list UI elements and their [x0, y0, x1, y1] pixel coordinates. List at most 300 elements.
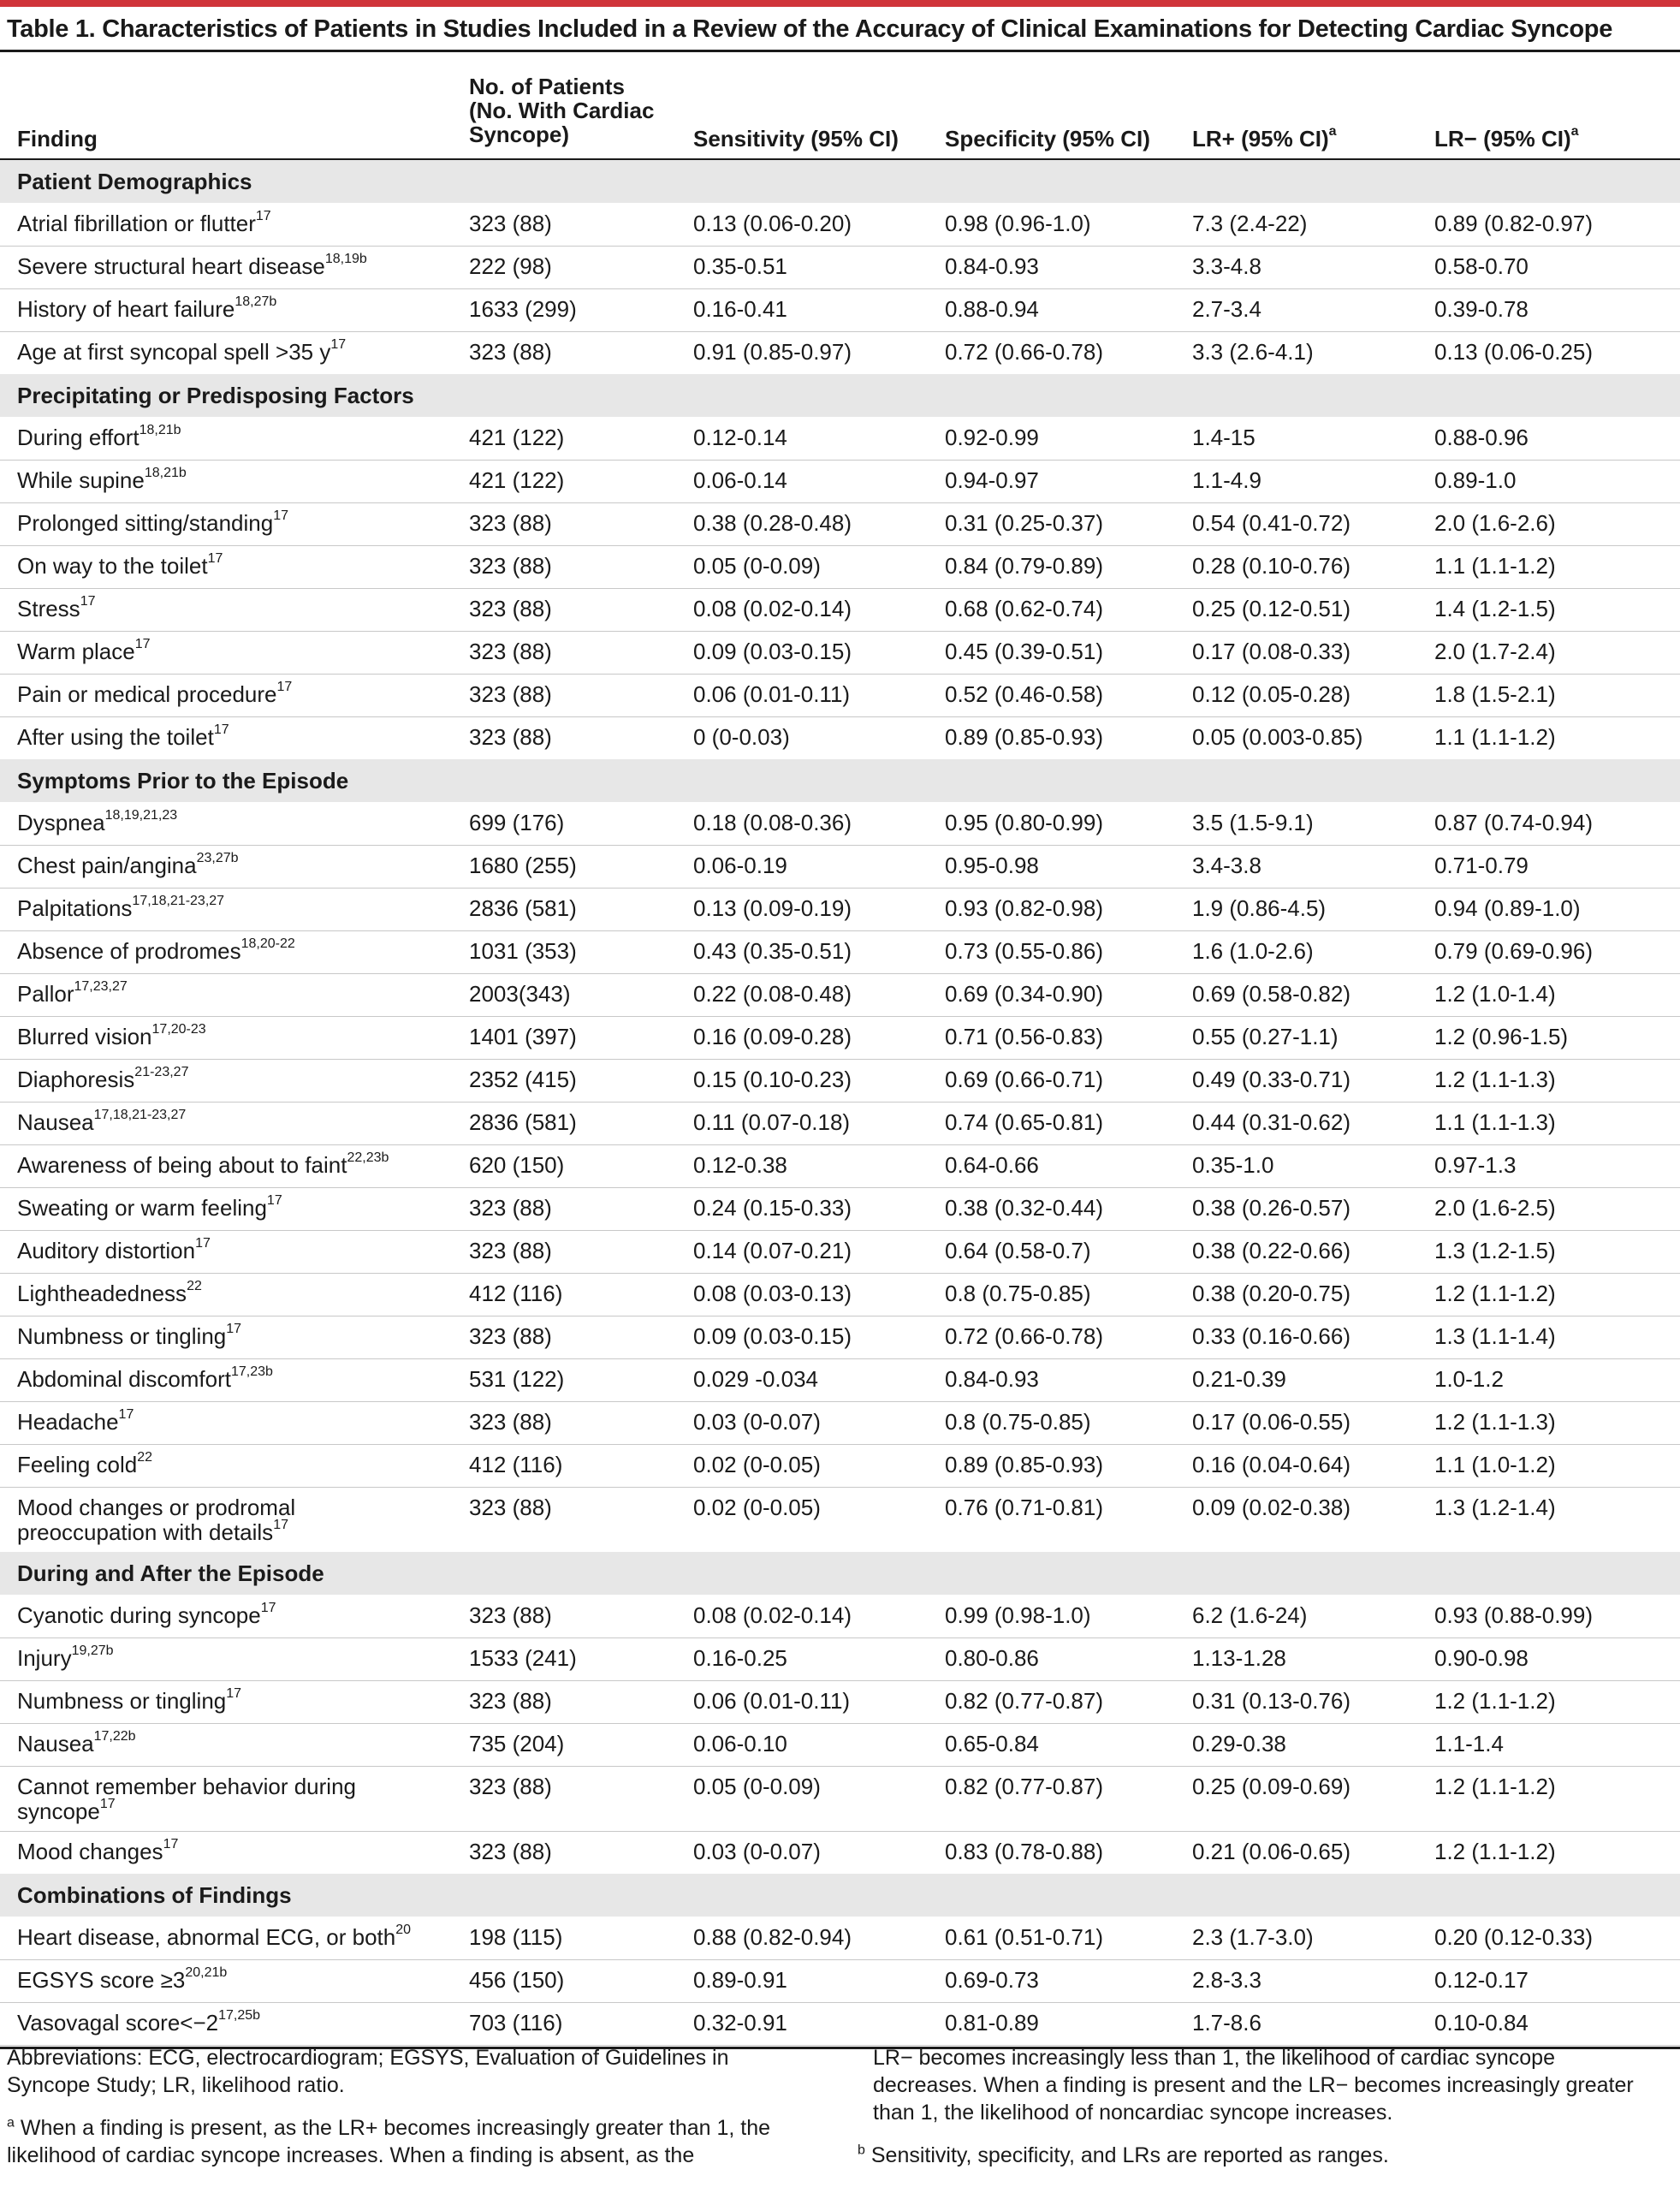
finding-text: During effort — [17, 425, 140, 450]
footnote-a — [7, 2114, 820, 2169]
finding-cell — [17, 896, 224, 921]
lr-minus-cell: 0.89-1.0 — [1434, 467, 1517, 493]
finding-text: Vasovagal score<−2 — [17, 2010, 219, 2036]
finding-cell — [17, 808, 178, 835]
finding-text: Feeling cold — [17, 1452, 138, 1477]
finding-cell — [17, 639, 151, 664]
specificity-cell: 0.31 (0.25-0.37) — [945, 510, 1104, 536]
patients-cell: 421 (122) — [469, 467, 565, 493]
finding-cell — [17, 1364, 273, 1392]
finding-text: Auditory distortion — [17, 1238, 196, 1263]
finding-text: Age at first syncopal spell >35 y — [17, 339, 331, 365]
finding-cell — [17, 1837, 179, 1864]
header-lr-plus-footnote-mark: a — [1328, 124, 1337, 140]
finding-cell — [17, 425, 181, 450]
finding-cell — [17, 2008, 261, 2036]
patients-cell: 323 (88) — [469, 510, 552, 536]
finding-cell — [17, 979, 128, 1007]
lr-plus-cell: 3.3-4.8 — [1192, 253, 1261, 279]
finding-cell — [17, 1643, 114, 1671]
footnote-b-mark: b — [858, 2143, 865, 2158]
lr-minus-cell: 1.2 (1.1-1.3) — [1434, 1409, 1556, 1435]
header-finding: Finding — [17, 126, 98, 152]
lr-plus-cell: 0.12 (0.05-0.28) — [1192, 681, 1351, 707]
patients-cell: 222 (98) — [469, 253, 552, 279]
finding-cell — [17, 1729, 136, 1756]
reference-superscript: 17 — [260, 1601, 276, 1616]
sensitivity-cell: 0.12-0.14 — [693, 425, 787, 450]
section-heading: Combinations of Findings — [17, 1882, 292, 1908]
reference-superscript: 23,27b — [196, 851, 239, 866]
finding-text: Blurred vision — [17, 1024, 152, 1049]
reference-superscript: 17 — [273, 508, 288, 524]
patients-cell: 1533 (241) — [469, 1645, 577, 1671]
specificity-cell: 0.8 (0.75-0.85) — [945, 1281, 1091, 1306]
lr-plus-cell: 0.16 (0.04-0.64) — [1192, 1452, 1351, 1477]
table-row — [0, 1444, 1680, 1488]
finding-text: Absence of prodromes — [17, 938, 241, 964]
lr-minus-cell: 0.39-0.78 — [1434, 296, 1529, 322]
patients-cell: 323 (88) — [469, 553, 552, 579]
sensitivity-cell: 0.16 (0.09-0.28) — [693, 1024, 852, 1049]
sensitivity-cell: 0.16-0.25 — [693, 1645, 787, 1671]
patients-cell: 1633 (299) — [469, 296, 577, 322]
finding-text: Numbness or tingling — [17, 1323, 227, 1349]
header-lr-plus-label: LR+ (95% CI) — [1192, 126, 1329, 152]
patients-cell: 323 (88) — [469, 1238, 552, 1263]
patients-cell: 323 (88) — [469, 1774, 552, 1799]
lr-minus-cell: 1.2 (1.1-1.2) — [1434, 1839, 1556, 1864]
specificity-cell: 0.95-0.98 — [945, 853, 1039, 878]
specificity-cell: 0.69-0.73 — [945, 1967, 1039, 1993]
lr-plus-cell: 6.2 (1.6-24) — [1192, 1602, 1308, 1628]
sensitivity-cell: 0.18 (0.08-0.36) — [693, 810, 852, 835]
specificity-cell: 0.84 (0.79-0.89) — [945, 553, 1104, 579]
sensitivity-cell: 0.02 (0-0.05) — [693, 1495, 821, 1520]
lr-minus-cell: 0.97-1.3 — [1434, 1152, 1517, 1178]
lr-minus-cell: 1.2 (1.0-1.4) — [1434, 981, 1556, 1007]
sensitivity-cell: 0.06-0.19 — [693, 853, 787, 878]
lr-plus-cell: 0.09 (0.02-0.38) — [1192, 1495, 1351, 1520]
patients-cell: 323 (88) — [469, 339, 552, 365]
specificity-cell: 0.64 (0.58-0.7) — [945, 1238, 1091, 1263]
patients-cell: 323 (88) — [469, 681, 552, 707]
reference-superscript: 18,19b — [324, 252, 367, 267]
title-rule — [0, 50, 1680, 52]
lr-plus-cell: 1.1-4.9 — [1192, 467, 1261, 493]
lr-plus-cell: 0.38 (0.20-0.75) — [1192, 1281, 1351, 1306]
patients-cell: 323 (88) — [469, 724, 552, 750]
lr-plus-cell: 0.38 (0.26-0.57) — [1192, 1195, 1351, 1221]
lr-plus-cell: 0.17 (0.06-0.55) — [1192, 1409, 1351, 1435]
header-specificity: Specificity (95% CI) — [945, 126, 1150, 152]
lr-minus-cell: 0.89 (0.82-0.97) — [1434, 211, 1594, 236]
finding-cell — [17, 1925, 411, 1950]
lr-plus-cell: 0.25 (0.09-0.69) — [1192, 1774, 1351, 1799]
patients-cell: 198 (115) — [469, 1924, 563, 1950]
reference-superscript: 22 — [187, 1279, 202, 1294]
finding-text: While supine — [17, 467, 145, 493]
specificity-cell: 0.83 (0.78-0.88) — [945, 1839, 1104, 1864]
sensitivity-cell: 0.08 (0.03-0.13) — [693, 1281, 852, 1306]
specificity-cell: 0.88-0.94 — [945, 296, 1039, 322]
finding-text: Injury — [17, 1645, 72, 1671]
finding-text: Prolonged sitting/standing — [17, 510, 274, 536]
sensitivity-cell: 0.32-0.91 — [693, 2010, 787, 2036]
finding-text: Dyspnea — [17, 810, 105, 835]
table-row — [0, 1959, 1680, 2003]
sensitivity-cell: 0.05 (0-0.09) — [693, 1774, 821, 1799]
patients-cell: 1031 (353) — [469, 938, 577, 964]
finding-text: Pallor — [17, 981, 74, 1007]
table-row — [0, 1723, 1680, 1767]
sensitivity-cell: 0.14 (0.07-0.21) — [693, 1238, 852, 1263]
specificity-cell: 0.81-0.89 — [945, 2010, 1039, 2036]
patients-cell: 323 (88) — [469, 1688, 552, 1714]
patients-cell: 323 (88) — [469, 1839, 552, 1864]
specificity-cell: 0.74 (0.65-0.81) — [945, 1109, 1104, 1135]
finding-text: Cannot remember behavior during syncope — [17, 1774, 356, 1824]
lr-minus-cell: 2.0 (1.7-2.4) — [1434, 639, 1556, 664]
sensitivity-cell: 0.15 (0.10-0.23) — [693, 1067, 852, 1092]
reference-superscript: 18,21b — [139, 423, 181, 438]
table-row — [0, 460, 1680, 503]
specificity-cell: 0.82 (0.77-0.87) — [945, 1774, 1104, 1799]
header-sensitivity: Sensitivity (95% CI) — [693, 126, 899, 152]
header-patients-line1: No. of Patients — [469, 74, 626, 99]
lr-minus-cell: 0.20 (0.12-0.33) — [1434, 1924, 1594, 1950]
lr-minus-cell: 1.1 (1.1-1.2) — [1434, 724, 1556, 750]
lr-minus-cell: 1.2 (1.1-1.2) — [1434, 1281, 1556, 1306]
reference-superscript: 17,18,21-23,27 — [132, 894, 225, 909]
lr-plus-cell: 0.44 (0.31-0.62) — [1192, 1109, 1351, 1135]
lr-minus-cell: 0.88-0.96 — [1434, 425, 1529, 450]
finding-text: On way to the toilet — [17, 553, 208, 579]
sensitivity-cell: 0.35-0.51 — [693, 253, 787, 279]
lr-plus-cell: 3.3 (2.6-4.1) — [1192, 339, 1314, 365]
patients-cell: 1401 (397) — [469, 1024, 577, 1049]
specificity-cell: 0.71 (0.56-0.83) — [945, 1024, 1104, 1049]
patients-cell: 1680 (255) — [469, 853, 577, 878]
reference-superscript: 18,21b — [144, 466, 187, 481]
finding-cell — [17, 594, 96, 621]
lr-minus-cell: 0.94 (0.89-1.0) — [1434, 895, 1581, 921]
section-heading: Precipitating or Predisposing Factors — [17, 383, 414, 408]
header-patients-line3: Syncope) — [469, 122, 570, 147]
lr-plus-cell: 2.7-3.4 — [1192, 296, 1261, 322]
footnote-a-text-left: When a finding is present, as the LR+ becomes increasingly greater than 1, the likelihood of cardiac syncope increases. When a finding is absent, as the — [7, 2116, 771, 2167]
finding-cell — [17, 211, 271, 236]
lr-plus-cell: 0.21-0.39 — [1192, 1366, 1286, 1392]
patients-cell: 735 (204) — [469, 1731, 565, 1756]
lr-minus-cell: 2.0 (1.6-2.6) — [1434, 510, 1556, 536]
finding-cell — [17, 508, 288, 536]
lr-minus-cell: 0.71-0.79 — [1434, 853, 1529, 878]
reference-superscript: 17 — [266, 1193, 282, 1209]
lr-plus-cell: 0.55 (0.27-1.1) — [1192, 1024, 1339, 1049]
footnote-a-continued: LR− becomes increasingly less than 1, the likelihood of cardiac syncope decreases. When a finding is present and the LR− becomes increasingly greater than 1, the likelihood of noncardiac syncope increases. — [873, 2046, 1634, 2125]
specificity-cell: 0.84-0.93 — [945, 253, 1039, 279]
reference-superscript: 17 — [273, 1518, 288, 1533]
finding-cell — [17, 1193, 282, 1221]
reference-superscript: 18,20-22 — [240, 936, 295, 952]
lr-minus-cell: 0.58-0.70 — [1434, 253, 1529, 279]
header-patients — [469, 74, 654, 146]
header-lr-minus-label: LR− (95% CI) — [1434, 126, 1571, 152]
specificity-cell: 0.61 (0.51-0.71) — [945, 1924, 1104, 1950]
specificity-cell: 0.73 (0.55-0.86) — [945, 938, 1104, 964]
finding-cell — [17, 551, 223, 579]
finding-cell — [17, 1774, 394, 1824]
patients-cell: 323 (88) — [469, 1195, 552, 1221]
reference-superscript: 17,23,27 — [74, 979, 128, 995]
specificity-cell: 0.99 (0.98-1.0) — [945, 1602, 1091, 1628]
patients-cell: 620 (150) — [469, 1152, 565, 1178]
finding-text: Nausea — [17, 1731, 94, 1756]
table-row — [0, 1831, 1680, 1875]
finding-cell — [17, 1965, 228, 1993]
patients-cell: 456 (150) — [469, 1967, 565, 1993]
patients-cell: 412 (116) — [469, 1281, 563, 1306]
lr-minus-cell: 1.2 (1.1-1.3) — [1434, 1067, 1556, 1092]
reference-superscript: 17 — [226, 1686, 242, 1702]
finding-cell — [17, 682, 292, 707]
header-lr-minus-footnote-mark: a — [1570, 124, 1579, 140]
specificity-cell: 0.64-0.66 — [945, 1152, 1039, 1178]
sensitivity-cell: 0.13 (0.06-0.20) — [693, 211, 852, 236]
reference-superscript: 17,22b — [93, 1729, 136, 1744]
sensitivity-cell: 0.24 (0.15-0.33) — [693, 1195, 852, 1221]
header-lr-minus — [1434, 124, 1579, 152]
finding-text: Palpitations — [17, 895, 133, 921]
lr-minus-cell: 1.2 (1.1-1.2) — [1434, 1774, 1556, 1799]
specificity-cell: 0.98 (0.96-1.0) — [945, 211, 1091, 236]
lr-plus-cell: 0.49 (0.33-0.71) — [1192, 1067, 1351, 1092]
lr-minus-cell: 1.3 (1.2-1.5) — [1434, 1238, 1556, 1263]
table-row — [0, 716, 1680, 760]
finding-text: Atrial fibrillation or flutter — [17, 211, 256, 236]
abbreviations-note: Abbreviations: ECG, electrocardiogram; EGSYS, Evaluation of Guidelines in Syncope Study; LR, likelihood ratio. — [7, 2046, 729, 2097]
lr-plus-cell: 0.31 (0.13-0.76) — [1192, 1688, 1351, 1714]
lr-plus-cell: 0.28 (0.10-0.76) — [1192, 553, 1351, 579]
lr-minus-cell: 1.2 (0.96-1.5) — [1434, 1024, 1569, 1049]
specificity-cell: 0.8 (0.75-0.85) — [945, 1409, 1091, 1435]
header-lr-plus — [1192, 124, 1337, 152]
lr-plus-cell: 0.33 (0.16-0.66) — [1192, 1323, 1351, 1349]
specificity-cell: 0.95 (0.80-0.99) — [945, 810, 1104, 835]
patients-cell: 323 (88) — [469, 1409, 552, 1435]
lr-minus-cell: 1.3 (1.1-1.4) — [1434, 1323, 1556, 1349]
specificity-cell: 0.38 (0.32-0.44) — [945, 1195, 1104, 1221]
lr-minus-cell: 1.4 (1.2-1.5) — [1434, 596, 1556, 621]
footnote-b — [858, 2142, 1662, 2169]
lr-minus-cell: 0.10-0.84 — [1434, 2010, 1529, 2036]
lr-minus-cell: 0.13 (0.06-0.25) — [1434, 339, 1594, 365]
finding-text: Pain or medical procedure — [17, 681, 277, 707]
lr-minus-cell: 0.79 (0.69-0.96) — [1434, 938, 1594, 964]
lr-minus-cell: 1.3 (1.2-1.4) — [1434, 1495, 1556, 1520]
reference-superscript: 17 — [276, 680, 293, 695]
lr-plus-cell: 1.13-1.28 — [1192, 1645, 1286, 1671]
specificity-cell: 0.69 (0.34-0.90) — [945, 981, 1104, 1007]
footnote-b-text: Sensitivity, specificity, and LRs are reported as ranges. — [870, 2143, 1389, 2167]
finding-text: Abdominal discomfort — [17, 1366, 231, 1392]
lr-plus-cell: 0.05 (0.003-0.85) — [1192, 724, 1363, 750]
finding-text: Awareness of being about to faint — [17, 1152, 347, 1178]
sensitivity-cell: 0.09 (0.03-0.15) — [693, 639, 852, 664]
lr-minus-cell: 1.8 (1.5-2.1) — [1434, 681, 1556, 707]
lr-minus-cell: 1.0-1.2 — [1434, 1366, 1504, 1392]
lr-plus-cell: 0.29-0.38 — [1192, 1731, 1286, 1756]
specificity-cell: 0.84-0.93 — [945, 1366, 1039, 1392]
sensitivity-cell: 0.38 (0.28-0.48) — [693, 510, 852, 536]
specificity-cell: 0.94-0.97 — [945, 467, 1039, 493]
specificity-cell: 0.93 (0.82-0.98) — [945, 895, 1104, 921]
lr-plus-cell: 1.9 (0.86-4.5) — [1192, 895, 1327, 921]
finding-text: Sweating or warm feeling — [17, 1195, 267, 1221]
specificity-cell: 0.89 (0.85-0.93) — [945, 1452, 1104, 1477]
section-heading: Patient Demographics — [17, 169, 252, 194]
reference-superscript: 22,23b — [347, 1150, 389, 1166]
finding-text: Mood changes or prodromal preoccupation with details — [17, 1495, 296, 1545]
finding-cell — [17, 1495, 342, 1545]
sensitivity-cell: 0.03 (0-0.07) — [693, 1839, 821, 1864]
specificity-cell: 0.89 (0.85-0.93) — [945, 724, 1104, 750]
lr-minus-cell: 1.2 (1.1-1.2) — [1434, 1688, 1556, 1714]
reference-superscript: 17 — [195, 1236, 211, 1251]
section-heading: During and After the Episode — [17, 1560, 324, 1586]
sensitivity-cell: 0.06-0.10 — [693, 1731, 787, 1756]
patients-cell: 412 (116) — [469, 1452, 563, 1477]
reference-superscript: 17,23b — [231, 1364, 273, 1380]
patients-cell: 421 (122) — [469, 425, 565, 450]
lr-minus-cell: 1.1 (1.1-1.2) — [1434, 553, 1556, 579]
lr-minus-cell: 2.0 (1.6-2.5) — [1434, 1195, 1556, 1221]
sensitivity-cell: 0.12-0.38 — [693, 1152, 787, 1178]
reference-superscript: 17 — [99, 1797, 116, 1812]
lr-plus-cell: 0.38 (0.22-0.66) — [1192, 1238, 1351, 1263]
patients-cell: 699 (176) — [469, 810, 565, 835]
sensitivity-cell: 0.06 (0.01-0.11) — [693, 1688, 851, 1714]
lr-minus-cell: 1.1-1.4 — [1434, 1731, 1504, 1756]
patients-cell: 323 (88) — [469, 211, 552, 236]
sensitivity-cell: 0.06-0.14 — [693, 467, 787, 493]
reference-superscript: 17 — [330, 337, 347, 353]
finding-text: Diaphoresis — [17, 1067, 135, 1092]
sensitivity-cell: 0 (0-0.03) — [693, 724, 790, 750]
lr-minus-cell: 0.12-0.17 — [1434, 1967, 1529, 1993]
finding-text: Heart disease, abnormal ECG, or both — [17, 1924, 396, 1950]
lr-minus-cell: 0.87 (0.74-0.94) — [1434, 810, 1594, 835]
finding-cell — [17, 1236, 211, 1263]
specificity-cell: 0.72 (0.66-0.78) — [945, 1323, 1104, 1349]
finding-text: Severe structural heart disease — [17, 253, 325, 279]
reference-superscript: 17,20-23 — [151, 1022, 206, 1037]
finding-text: History of heart failure — [17, 296, 235, 322]
specificity-cell: 0.69 (0.66-0.71) — [945, 1067, 1104, 1092]
finding-text: Lightheadedness — [17, 1281, 187, 1306]
lr-plus-cell: 2.8-3.3 — [1192, 1967, 1261, 1993]
finding-cell — [17, 1067, 188, 1092]
footnote-a-mark: a — [7, 2115, 15, 2131]
finding-cell — [17, 294, 277, 322]
finding-text: Stress — [17, 596, 80, 621]
sensitivity-cell: 0.88 (0.82-0.94) — [693, 1924, 852, 1950]
finding-cell — [17, 468, 187, 493]
specificity-cell: 0.72 (0.66-0.78) — [945, 339, 1104, 365]
lr-plus-cell: 0.21 (0.06-0.65) — [1192, 1839, 1351, 1864]
sensitivity-cell: 0.09 (0.03-0.15) — [693, 1323, 852, 1349]
patients-cell: 323 (88) — [469, 639, 552, 664]
lr-plus-cell: 0.35-1.0 — [1192, 1152, 1274, 1178]
specificity-cell: 0.80-0.86 — [945, 1645, 1039, 1671]
lr-plus-cell: 1.4-15 — [1192, 425, 1256, 450]
patients-cell: 2352 (415) — [469, 1067, 577, 1092]
finding-text: After using the toilet — [17, 724, 214, 750]
reference-superscript: 17 — [80, 594, 96, 609]
sensitivity-cell: 0.89-0.91 — [693, 1967, 787, 1993]
reference-superscript: 17 — [134, 637, 151, 652]
reference-superscript: 17,18,21-23,27 — [93, 1108, 187, 1123]
sensitivity-cell: 0.05 (0-0.09) — [693, 553, 821, 579]
finding-cell — [17, 936, 295, 964]
finding-cell — [17, 254, 367, 279]
specificity-cell: 0.65-0.84 — [945, 1731, 1039, 1756]
finding-cell — [17, 1407, 134, 1435]
lr-plus-cell: 1.7-8.6 — [1192, 2010, 1261, 2036]
specificity-cell: 0.82 (0.77-0.87) — [945, 1688, 1104, 1714]
reference-superscript: 17 — [118, 1407, 134, 1423]
lr-plus-cell: 0.17 (0.08-0.33) — [1192, 639, 1351, 664]
finding-cell — [17, 853, 239, 878]
specificity-cell: 0.52 (0.46-0.58) — [945, 681, 1104, 707]
lr-minus-cell: 1.1 (1.1-1.3) — [1434, 1109, 1556, 1135]
finding-cell — [17, 1324, 241, 1349]
reference-superscript: 17 — [207, 551, 223, 567]
specificity-cell: 0.45 (0.39-0.51) — [945, 639, 1104, 664]
patients-cell: 531 (122) — [469, 1366, 565, 1392]
reference-superscript: 17 — [255, 209, 271, 224]
patients-cell: 2003(343) — [469, 981, 571, 1007]
reference-superscript: 18,19,21,23 — [104, 808, 178, 823]
patients-cell: 2836 (581) — [469, 1109, 577, 1135]
sensitivity-cell: 0.029 -0.034 — [693, 1366, 819, 1392]
finding-cell — [17, 1603, 276, 1628]
finding-text: Warm place — [17, 639, 135, 664]
table-row — [0, 1401, 1680, 1445]
finding-cell — [17, 1022, 206, 1049]
accent-bar — [0, 0, 1680, 7]
patients-cell: 323 (88) — [469, 596, 552, 621]
lr-minus-cell: 0.90-0.98 — [1434, 1645, 1529, 1671]
sensitivity-cell: 0.08 (0.02-0.14) — [693, 596, 852, 621]
finding-cell — [17, 722, 229, 750]
sensitivity-cell: 0.13 (0.09-0.19) — [693, 895, 852, 921]
finding-text: Cyanotic during syncope — [17, 1602, 261, 1628]
lr-minus-cell: 1.1 (1.0-1.2) — [1434, 1452, 1556, 1477]
finding-text: Mood changes — [17, 1839, 163, 1864]
sensitivity-cell: 0.11 (0.07-0.18) — [693, 1109, 851, 1135]
lr-plus-cell: 3.5 (1.5-9.1) — [1192, 810, 1314, 835]
lr-plus-cell: 0.69 (0.58-0.82) — [1192, 981, 1351, 1007]
sensitivity-cell: 0.91 (0.85-0.97) — [693, 339, 852, 365]
sensitivity-cell: 0.06 (0.01-0.11) — [693, 681, 851, 707]
finding-text: Nausea — [17, 1109, 94, 1135]
reference-superscript: 22 — [137, 1450, 152, 1465]
lr-plus-cell: 1.6 (1.0-2.6) — [1192, 938, 1314, 964]
reference-superscript: 20,21b — [185, 1965, 228, 1981]
reference-superscript: 21-23,27 — [134, 1065, 189, 1080]
